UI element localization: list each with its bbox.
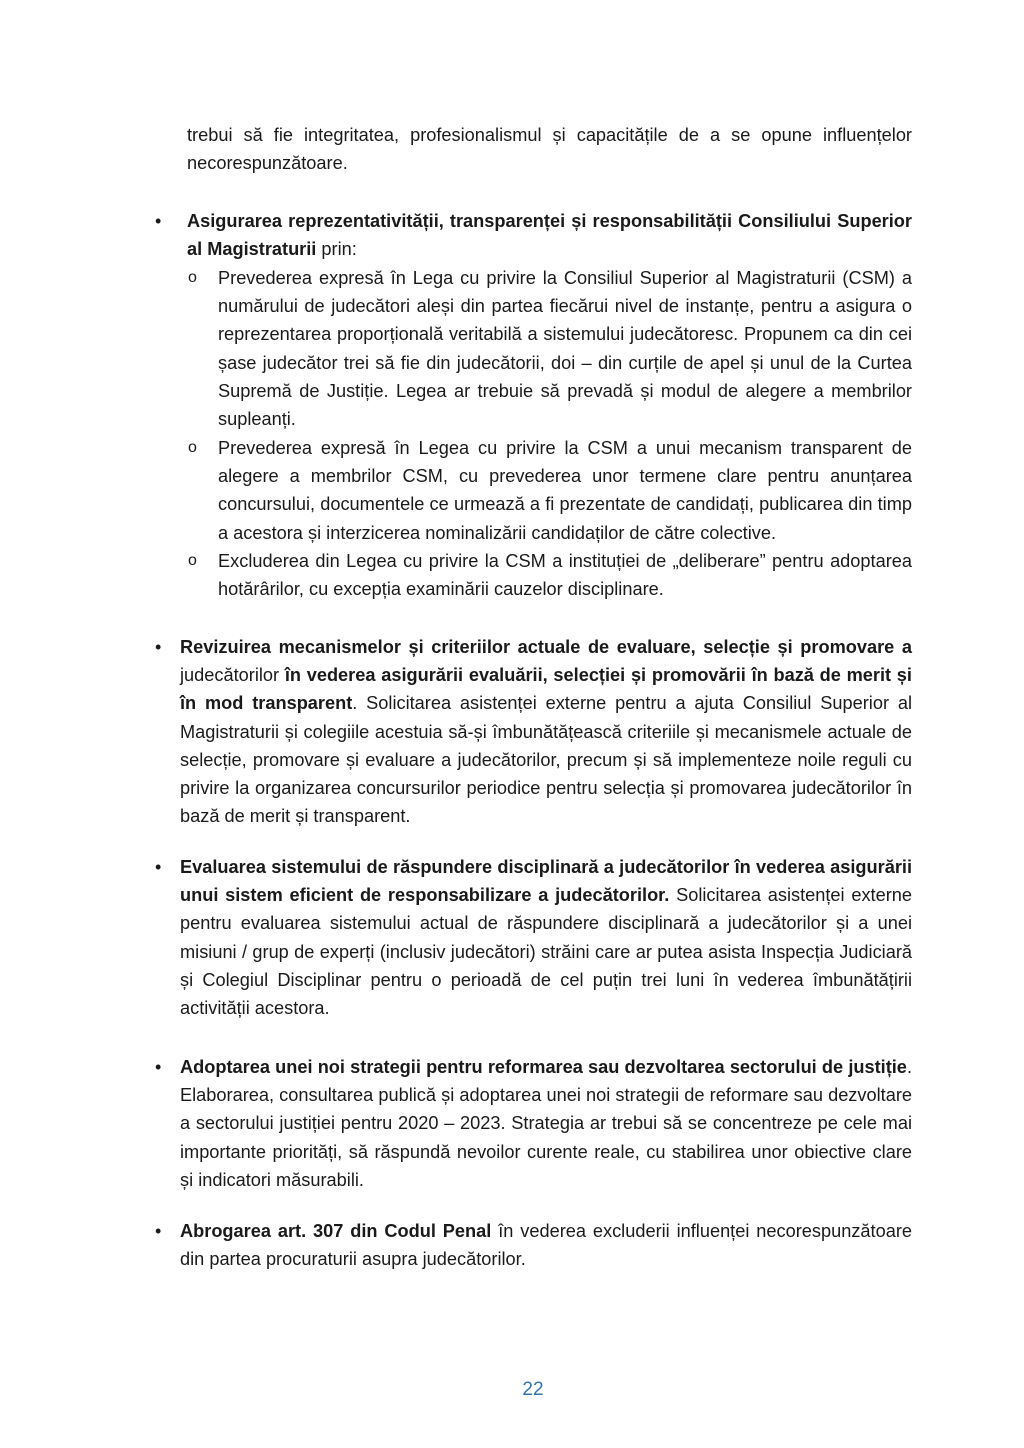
- bullet-marker: •: [155, 211, 162, 231]
- list-item-heading: Abrogarea art. 307 din Codul Penal: [180, 1221, 492, 1241]
- bullet-marker: •: [155, 1221, 162, 1241]
- list-item-strategy: [180, 1053, 912, 1194]
- list-item-text: judecătorilor: [180, 665, 285, 686]
- list-item-heading: Asigurarea reprezentativității, transparenței și responsabilității Consiliului Superior al Magistraturii: [187, 211, 912, 260]
- bullet-marker: •: [155, 857, 162, 877]
- list-item-heading-cont: în vederea asigurării evaluării, selecției și promovării în bază de merit și în mod transparent: [180, 665, 912, 714]
- list-item-heading: Evaluarea sistemului de răspundere disciplinară a judecătorilor în vederea asigurării unui sistem eficient de responsabilizare a judecătorilor.: [180, 857, 912, 906]
- sub-bullet-marker: o: [188, 552, 197, 569]
- list-item-disciplinary: [180, 853, 912, 1022]
- list-item-abrogation: [180, 1217, 912, 1273]
- sub-bullet-marker: o: [188, 439, 197, 456]
- list-item-text: prin:: [316, 239, 357, 260]
- list-item-heading: Adoptarea unei noi strategii pentru reformarea sau dezvoltarea sectorului de justiție: [180, 1057, 907, 1077]
- list-item-text: . Solicitarea asistenței externe pentru a ajuta Consiliul Superior al Magistraturii și colegiile acestuia să-și îmbunătățească criteriile și mecanismele actuale de selecție, promovare și evaluare a judecătorilor, precum și să implementeze noile reguli cu privire la organizarea concursurilor periodice pentru selecția și promovarea judecătorilor în bază de merit și transparent.: [180, 693, 912, 827]
- sub-list-item: Prevederea expresă în Lega cu privire la Consiliul Superior al Magistraturii (CSM) a numărului de judecători aleși din partea fiecărui nivel de instanțe, pentru a asigura o reprezentarea proporțională veritabilă a sistemului judecătoresc. Propunem ca din cei șase judecător trei să fie din judecătorii, doi – din curțile de apel și unul de la Curtea Supremă de Justiție. Legea ar trebuie să prevadă și modul de alegere a membrilor supleanți.: [218, 268, 912, 430]
- list-item-text: . Elaborarea, consultarea publică și adoptarea unei noi strategii de reformare sau dezvoltare a sectorului justiției pentru 2020 – 2023. Strategia ar trebui să se concentreze pe cele mai importante priorități, să răspundă nevoilor curente reale, cu stabilirea unor obiective clare și indicatori măsurabili.: [180, 1057, 912, 1190]
- sub-list-item: Prevederea expresă în Legea cu privire la CSM a unui mecanism transparent de alegere a membrilor CSM, cu prevederea unor termene clare pentru anunțarea concursului, documentele ce urmează a fi prezentate de candidați, publicarea din timp a acestora și interzicerea nominalizării candidaților de către colective.: [218, 438, 912, 543]
- list-item-csm: [187, 207, 912, 263]
- list-item-evaluation: [180, 633, 912, 830]
- sub-list-item: Excluderea din Legea cu privire la CSM a instituției de „deliberare” pentru adoptarea hotărârilor, cu excepția examinării cauzelor disciplinare.: [218, 551, 912, 600]
- list-item-text: în vederea excluderii influenței necorespunzătoare din partea procuraturii asupra judecătorilor.: [180, 1221, 912, 1270]
- bullet-marker: •: [155, 1057, 162, 1077]
- bullet-marker: •: [155, 637, 162, 657]
- page-number: 22: [522, 1379, 544, 1400]
- continuation-paragraph: trebui să fie integritatea, profesionalismul și capacitățile de a se opune influențelor necorespunzătoare.: [187, 125, 912, 174]
- list-item-text: Solicitarea asistenței externe pentru evaluarea sistemului actual de răspundere disciplinară a judecătorilor și a unei misiuni / grup de experți (inclusiv judecători) străini care ar putea asista Inspecția Judiciară și Colegiul Disciplinar pentru o perioadă de cel puțin trei luni în vederea îmbunătățirii activității acestora.: [180, 885, 912, 1019]
- list-item-heading: Revizuirea mecanismelor și criteriilor actuale de evaluare, selecție și promovare a: [180, 637, 912, 657]
- sub-bullet-marker: o: [188, 269, 197, 286]
